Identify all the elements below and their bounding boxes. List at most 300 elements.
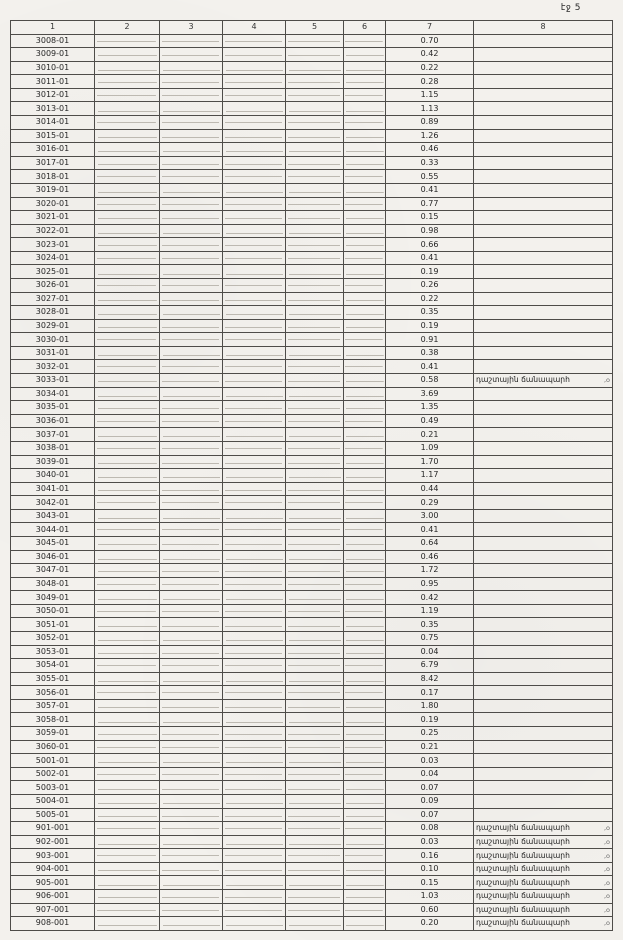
row-id-cell: 3010-01 [11,61,95,75]
empty-cell [344,482,386,496]
row-id-cell: 3056-01 [11,686,95,700]
empty-cell [223,102,286,116]
empty-cell [344,903,386,917]
table-row [11,808,613,822]
empty-cell [344,822,386,836]
empty-cell [223,781,286,795]
empty-cell [223,469,286,483]
empty-cell [286,564,344,578]
empty-cell [286,903,344,917]
empty-cell [160,48,223,62]
empty-cell [344,536,386,550]
empty-cell [95,401,160,415]
empty-cell [95,306,160,320]
table-row [11,428,613,442]
value-cell: 1.80 [386,699,474,713]
row-id-cell: 3049-01 [11,591,95,605]
note-cell [474,754,613,768]
note-cell [474,781,613,795]
empty-cell [223,482,286,496]
empty-cell [160,903,223,917]
table-row [11,618,613,632]
value-cell: 0.20 [386,917,474,931]
margin-mark: ,o [603,878,610,887]
row-id-cell: 3012-01 [11,88,95,102]
empty-cell [344,170,386,184]
value-cell: 0.46 [386,550,474,564]
value-cell: 6.79 [386,659,474,673]
empty-cell [95,550,160,564]
table-row [11,699,613,713]
empty-cell [286,740,344,754]
empty-cell [286,469,344,483]
empty-cell [344,672,386,686]
empty-cell [344,224,386,238]
row-id-cell: 3027-01 [11,292,95,306]
empty-cell [95,333,160,347]
empty-cell [286,781,344,795]
empty-cell [95,727,160,741]
empty-cell [160,536,223,550]
empty-cell [95,238,160,252]
empty-cell [223,143,286,157]
row-id-cell: 3036-01 [11,414,95,428]
empty-cell [160,890,223,904]
table-row [11,211,613,225]
row-id-cell: 3053-01 [11,645,95,659]
value-cell: 0.44 [386,482,474,496]
empty-cell [344,740,386,754]
empty-cell [223,917,286,931]
note-cell [474,659,613,673]
note-cell [474,835,613,849]
row-id-cell: 3043-01 [11,509,95,523]
table-row [11,170,613,184]
empty-cell [160,577,223,591]
table-row [11,509,613,523]
value-cell: 0.42 [386,591,474,605]
empty-cell [344,890,386,904]
empty-cell [286,686,344,700]
value-cell: 0.41 [386,251,474,265]
row-id-cell: 3020-01 [11,197,95,211]
empty-cell [160,238,223,252]
empty-cell [95,740,160,754]
row-id-cell: 3038-01 [11,441,95,455]
empty-cell [286,890,344,904]
note-cell [474,455,613,469]
empty-cell [160,292,223,306]
note-cell [474,727,613,741]
note-cell [474,767,613,781]
empty-cell [95,618,160,632]
empty-cell [160,469,223,483]
value-cell: 0.03 [386,835,474,849]
empty-cell [344,441,386,455]
empty-cell [223,822,286,836]
value-cell: 0.15 [386,876,474,890]
value-cell: 0.15 [386,211,474,225]
note-cell [474,292,613,306]
value-cell: 0.22 [386,61,474,75]
note-cell [474,618,613,632]
value-cell: 0.21 [386,428,474,442]
row-id-cell: 3023-01 [11,238,95,252]
table-row [11,143,613,157]
empty-cell [160,61,223,75]
value-cell: 0.09 [386,794,474,808]
empty-cell [286,156,344,170]
value-cell: 1.26 [386,129,474,143]
empty-cell [160,183,223,197]
empty-cell [223,618,286,632]
row-id-cell: 3040-01 [11,469,95,483]
value-cell: 0.16 [386,849,474,863]
note-cell [474,591,613,605]
table-row [11,550,613,564]
note-cell [474,129,613,143]
empty-cell [95,632,160,646]
empty-cell [95,659,160,673]
table-row [11,645,613,659]
table-row [11,890,613,904]
empty-cell [95,794,160,808]
row-id-cell: 3058-01 [11,713,95,727]
empty-cell [223,129,286,143]
margin-mark: ,o [603,837,610,846]
empty-cell [286,509,344,523]
empty-cell [286,496,344,510]
note-cell [474,183,613,197]
value-cell: 0.42 [386,48,474,62]
empty-cell [95,441,160,455]
row-id-cell: 905-001 [11,876,95,890]
empty-cell [223,414,286,428]
empty-cell [160,699,223,713]
table-row [11,48,613,62]
value-cell: 0.98 [386,224,474,238]
data-table [10,20,613,931]
note-cell [474,890,613,904]
note-text: դաշտային ճանապարհ [476,904,570,914]
empty-cell [95,577,160,591]
note-cell [474,523,613,537]
table-row [11,238,613,252]
empty-cell [223,251,286,265]
empty-cell [286,346,344,360]
note-cell [474,116,613,130]
empty-cell [95,482,160,496]
empty-cell [95,156,160,170]
row-id-cell: 908-001 [11,917,95,931]
empty-cell [344,102,386,116]
note-cell [474,211,613,225]
row-id-cell: 3050-01 [11,604,95,618]
row-id-cell: 3021-01 [11,211,95,225]
empty-cell [223,224,286,238]
table-row [11,441,613,455]
empty-cell [286,523,344,537]
empty-cell [286,211,344,225]
empty-cell [160,659,223,673]
empty-cell [344,251,386,265]
value-cell: 0.19 [386,713,474,727]
row-id-cell: 906-001 [11,890,95,904]
empty-cell [160,794,223,808]
value-cell: 0.04 [386,767,474,781]
empty-cell [344,116,386,130]
empty-cell [223,306,286,320]
value-cell: 0.22 [386,292,474,306]
empty-cell [344,917,386,931]
value-cell: 0.55 [386,170,474,184]
row-id-cell: 3029-01 [11,319,95,333]
empty-cell [160,686,223,700]
empty-cell [286,862,344,876]
empty-cell [160,876,223,890]
empty-cell [223,319,286,333]
empty-cell [344,48,386,62]
table-row [11,61,613,75]
value-cell: 0.77 [386,197,474,211]
note-text: դաշտային ճանապարհ [476,850,570,860]
empty-cell [223,48,286,62]
table-row [11,482,613,496]
note-cell [474,306,613,320]
note-text: դաշտային ճանապարհ [476,877,570,887]
empty-cell [95,143,160,157]
note-cell [474,686,613,700]
empty-cell [95,645,160,659]
empty-cell [95,170,160,184]
empty-cell [160,754,223,768]
row-id-cell: 3046-01 [11,550,95,564]
empty-cell [160,564,223,578]
empty-cell [95,536,160,550]
row-id-cell: 3051-01 [11,618,95,632]
empty-cell [286,659,344,673]
table-row [11,862,613,876]
row-id-cell: 3022-01 [11,224,95,238]
empty-cell [344,686,386,700]
empty-cell [95,767,160,781]
value-cell: 0.26 [386,278,474,292]
row-id-cell: 3042-01 [11,496,95,510]
note-cell [474,224,613,238]
empty-cell [286,75,344,89]
table-row [11,333,613,347]
empty-cell [160,143,223,157]
empty-cell [344,238,386,252]
row-id-cell: 3030-01 [11,333,95,347]
empty-cell [223,632,286,646]
empty-cell [160,75,223,89]
table-row [11,34,613,48]
empty-cell [344,767,386,781]
note-cell [474,917,613,931]
note-cell [474,414,613,428]
empty-cell [160,917,223,931]
note-text: դաշտային ճանապարհ [476,918,570,928]
empty-cell [95,251,160,265]
value-cell: 1.17 [386,469,474,483]
value-cell: 1.13 [386,102,474,116]
table-row [11,523,613,537]
empty-cell [223,496,286,510]
column-header-6: 6 [344,21,386,35]
value-cell: 1.03 [386,890,474,904]
note-cell [474,346,613,360]
empty-cell [344,34,386,48]
table-row [11,265,613,279]
empty-cell [286,143,344,157]
row-id-cell: 901-001 [11,822,95,836]
empty-cell [95,713,160,727]
empty-cell [286,306,344,320]
row-id-cell: 3017-01 [11,156,95,170]
empty-cell [95,278,160,292]
empty-cell [160,496,223,510]
column-header-8: 8 [474,21,613,35]
empty-cell [344,509,386,523]
row-id-cell: 3057-01 [11,699,95,713]
empty-cell [160,387,223,401]
value-cell: 8.42 [386,672,474,686]
empty-cell [160,129,223,143]
note-cell [474,333,613,347]
empty-cell [286,604,344,618]
empty-cell [95,604,160,618]
note-cell [474,441,613,455]
row-id-cell: 3032-01 [11,360,95,374]
empty-cell [223,401,286,415]
note-cell [474,428,613,442]
empty-cell [223,767,286,781]
empty-cell [160,550,223,564]
empty-cell [286,876,344,890]
empty-cell [160,333,223,347]
empty-cell [223,727,286,741]
empty-cell [344,564,386,578]
empty-cell [344,61,386,75]
empty-cell [286,374,344,388]
empty-cell [223,333,286,347]
empty-cell [160,455,223,469]
row-id-cell: 3054-01 [11,659,95,673]
empty-cell [344,129,386,143]
value-cell: 0.70 [386,34,474,48]
empty-cell [95,808,160,822]
note-cell [474,319,613,333]
value-cell: 0.41 [386,523,474,537]
empty-cell [223,890,286,904]
table-row [11,387,613,401]
empty-cell [344,754,386,768]
empty-cell [95,496,160,510]
column-header-7: 7 [386,21,474,35]
empty-cell [160,672,223,686]
note-cell [474,143,613,157]
empty-cell [286,591,344,605]
margin-mark: ,o [603,892,610,901]
empty-cell [344,835,386,849]
note-cell [474,496,613,510]
table-row [11,414,613,428]
column-header-5: 5 [286,21,344,35]
empty-cell [344,876,386,890]
empty-cell [286,727,344,741]
empty-cell [223,75,286,89]
empty-cell [223,808,286,822]
row-id-cell: 3034-01 [11,387,95,401]
table-row [11,197,613,211]
table-row [11,903,613,917]
empty-cell [223,835,286,849]
empty-cell [223,686,286,700]
note-text: դաշտային ճանապարհ [476,823,570,833]
empty-cell [95,360,160,374]
value-cell: 1.35 [386,401,474,415]
column-header-4: 4 [223,21,286,35]
empty-cell [223,34,286,48]
table-row [11,536,613,550]
table-row [11,469,613,483]
empty-cell [344,360,386,374]
row-id-cell: 5004-01 [11,794,95,808]
empty-cell [95,699,160,713]
empty-cell [223,374,286,388]
empty-cell [160,591,223,605]
note-cell [474,238,613,252]
note-cell [474,740,613,754]
row-id-cell: 3041-01 [11,482,95,496]
empty-cell [286,550,344,564]
empty-cell [160,34,223,48]
empty-cell [344,401,386,415]
empty-cell [223,713,286,727]
empty-cell [160,360,223,374]
value-cell: 3.69 [386,387,474,401]
empty-cell [223,862,286,876]
empty-cell [160,414,223,428]
table-row [11,754,613,768]
empty-cell [223,211,286,225]
empty-cell [223,360,286,374]
value-cell: 0.07 [386,808,474,822]
table-row [11,129,613,143]
note-cell [474,876,613,890]
empty-cell [160,632,223,646]
row-id-cell: 3025-01 [11,265,95,279]
empty-cell [286,917,344,931]
value-cell: 0.91 [386,333,474,347]
empty-cell [223,455,286,469]
empty-cell [344,849,386,863]
empty-cell [344,727,386,741]
margin-mark: ,o [603,851,610,860]
empty-cell [286,441,344,455]
table-body [11,34,613,930]
value-cell: 0.38 [386,346,474,360]
value-cell: 0.89 [386,116,474,130]
table-row [11,591,613,605]
empty-cell [286,387,344,401]
empty-cell [223,441,286,455]
empty-cell [95,672,160,686]
empty-cell [344,699,386,713]
empty-cell [223,116,286,130]
note-cell [474,564,613,578]
